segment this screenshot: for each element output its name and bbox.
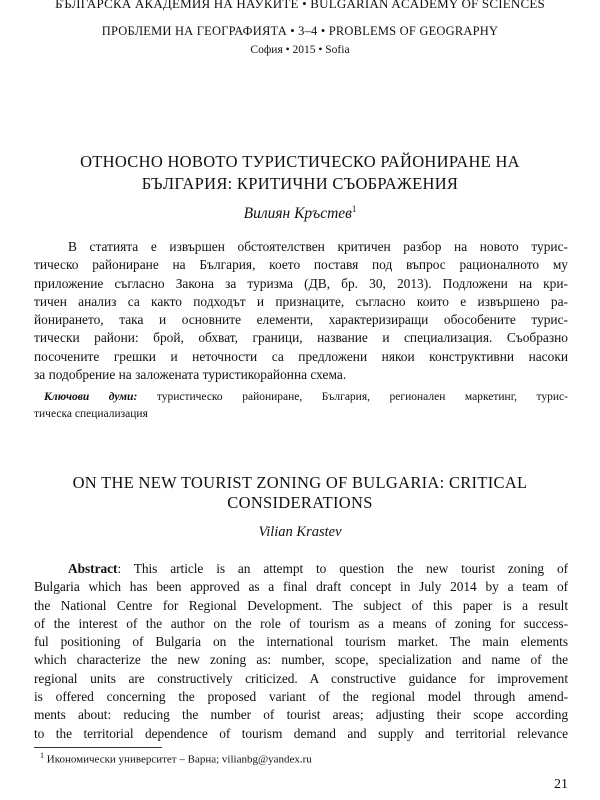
bulgarian-title-line: БЪЛГАРИЯ: КРИТИЧНИ СЪОБРАЖЕНИЯ [141, 174, 459, 193]
abstract-line: тичен анализ са както подходът и признаците, съгласно които е извършено ра- [34, 293, 568, 309]
bulgarian-title [20, 151, 580, 195]
abstract-line: to the territorial dependence of tourism demand and supply and territorial relevance [34, 725, 568, 741]
abstract-line: посочените грешки и неточности са предложени някои конструктивни насоки [34, 348, 568, 364]
abstract-line [34, 560, 568, 578]
abstract-text: : This article is an attempt to question the new tourist zoning of [117, 561, 568, 576]
bulgarian-abstract [34, 238, 568, 384]
abstract-line: за подобрение на заложената туристикорайонна схема. [34, 367, 347, 383]
footnote-mark: 1 [351, 204, 357, 214]
abstract-line: ful positioning of Bulgaria on the international tourism market. The main elements [34, 634, 568, 650]
footnote-text: Икономически университет – Варна; vilianbg@yandex.ru [46, 753, 312, 766]
english-title-line: CONSIDERATIONS [227, 493, 373, 512]
bulgarian-title-line: ОТНОСНО НОВОТО ТУРИСТИЧЕСКО РАЙОНИРАНЕ НА [80, 152, 520, 171]
english-title [20, 473, 580, 513]
abstract-line: тическо райониране на България, което поставя под въпрос рационалното му [34, 257, 568, 273]
english-author: Vilian Krastev [258, 524, 342, 540]
footnote-divider [34, 747, 162, 748]
abstract-line: приложение съгласно Закона за туризма (ДВ, бр. 30, 2013). Подложени на кри- [34, 275, 568, 291]
bulgarian-keywords [34, 389, 568, 423]
journal-header: ПРОБЛЕМИ НА ГЕОГРАФИЯТА • 3–4 • PROBLEMS OF GEOGRAPHY [101, 24, 499, 38]
abstract-line: is offered concerning the proposed variant of the regional model through amend- [34, 689, 568, 705]
page-number: 21 [554, 777, 568, 792]
abstract-line: which characterize the new zoning as: number, scope, specialization and name of the [34, 652, 568, 668]
footnote-mark: 1 [40, 751, 44, 760]
keywords-line: тическа специализация [34, 408, 148, 420]
abstract-line: ments about: reducing the number of tourist areas; adjusting their scope according [34, 707, 568, 723]
academy-header: БЪЛГАРСКА АКАДЕМИЯ НА НАУКИТЕ • BULGARIAN ACADEMY OF SCIENCES [55, 0, 545, 11]
keywords-text: туристическо райониране, България, регионален маркетинг, турис- [156, 391, 568, 403]
bulgarian-author [0, 204, 600, 223]
abstract-line: Bulgaria which has been approved as a final draft concept in July 2014 by a team of [34, 579, 568, 595]
abstract-line: the National Centre for Regional Development. The subject of this paper is a result [34, 597, 568, 613]
abstract-label: Abstract [68, 561, 118, 576]
english-abstract [34, 560, 568, 743]
abstract-line: тически райони: брой, обхват, граници, название и специализация. Съобразно [34, 330, 568, 346]
author-name: Вилиян Кръстев [243, 205, 352, 223]
keywords-label: Ключови думи: [44, 391, 138, 403]
abstract-line: of the interest of the author on the role of tourism as a means of zoning for success- [34, 615, 568, 631]
abstract-line: В статията е извършен обстоятелствен критичен разбор на новото турис- [68, 239, 568, 254]
place-year-header: София • 2015 • Sofia [250, 44, 350, 56]
english-title-line: ON THE NEW TOURIST ZONING OF BULGARIA: CRITICAL [72, 473, 528, 492]
keywords-line [34, 389, 568, 406]
abstract-line: regional units are constructively criticized. A constructive guidance for improvement [34, 670, 568, 686]
footnote [40, 751, 312, 766]
abstract-line: йонирането, така и основните елементи, характеризиращи обособените турис- [34, 312, 568, 328]
